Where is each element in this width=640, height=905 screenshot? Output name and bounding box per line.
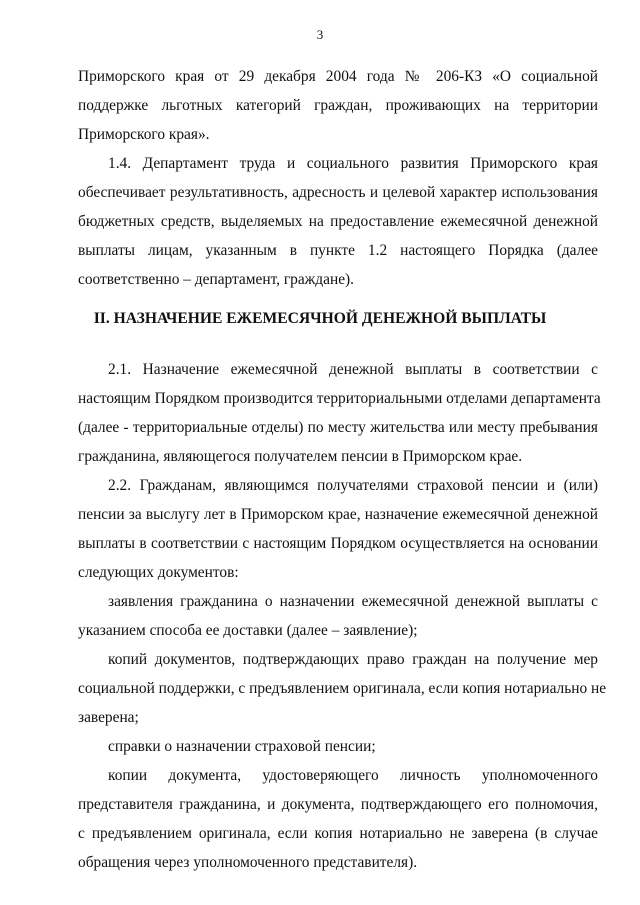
text-line: социальной поддержки, с предъявлением оригинала, если копия нотариально не [78, 680, 607, 697]
text-line: поддержке льготных категорий граждан, проживающих на территории [78, 97, 598, 114]
text-line: следующих документов: [78, 564, 239, 581]
text-line: представителя гражданина, и документа, подтверждающего его полномочия, [78, 796, 598, 813]
text-line: копии документа, удостоверяющего личность уполномоченного [108, 767, 598, 784]
text-line: (далее - территориальные отделы) по месту жительства или месту пребывания [78, 419, 598, 436]
text-line: пенсии за выслугу лет в Приморском крае, назначение ежемесячной денежной [78, 506, 598, 523]
text-line: обеспечивает результативность, адресность и целевой характер использования [78, 184, 598, 201]
text-line: Приморского края». [78, 126, 210, 143]
text-line: гражданина, являющегося получателем пенсии в Приморском крае. [78, 448, 523, 465]
text-line: Приморского края от 29 декабря 2004 года № 206-КЗ «О социальной [78, 68, 598, 85]
section-text-block [78, 355, 607, 877]
section-heading: II. НАЗНАЧЕНИЕ ЕЖЕМЕСЯЧНОЙ ДЕНЕЖНОЙ ВЫПЛАТЫ [93, 310, 547, 327]
intro-text-block [78, 62, 598, 294]
text-line: 2.2. Гражданам, являющимся получателями страховой пенсии и (или) [108, 477, 598, 494]
text-line: обращения через уполномоченного представителя). [78, 854, 418, 871]
text-line: справки о назначении страховой пенсии; [108, 738, 376, 755]
page-number: 3 [316, 27, 324, 42]
text-line: 1.4. Департамент труда и социального развития Приморского края [108, 155, 598, 172]
text-line: указанием способа ее доставки (далее – заявление); [78, 622, 418, 639]
text-line: 2.1. Назначение ежемесячной денежной выплаты в соответствии с [108, 361, 598, 378]
text-line: соответственно – департамент, граждане). [78, 271, 355, 288]
text-line: бюджетных средств, выделяемых на предоставление ежемесячной денежной [78, 213, 598, 230]
text-line: выплаты в соответствии с настоящим Порядком осуществляется на основании [78, 535, 598, 552]
text-line: заявления гражданина о назначении ежемесячной денежной выплаты с [108, 593, 598, 610]
text-line: настоящим Порядком производится территориальными отделами департамента [78, 390, 601, 407]
text-line: заверена; [78, 709, 139, 726]
text-line: выплаты лицам, указанным в пункте 1.2 настоящего Порядка (далее [78, 242, 598, 259]
text-line: с предъявлением оригинала, если копия нотариально не заверена (в случае [78, 825, 598, 842]
text-line: копий документов, подтверждающих право граждан на получение мер [108, 651, 598, 668]
